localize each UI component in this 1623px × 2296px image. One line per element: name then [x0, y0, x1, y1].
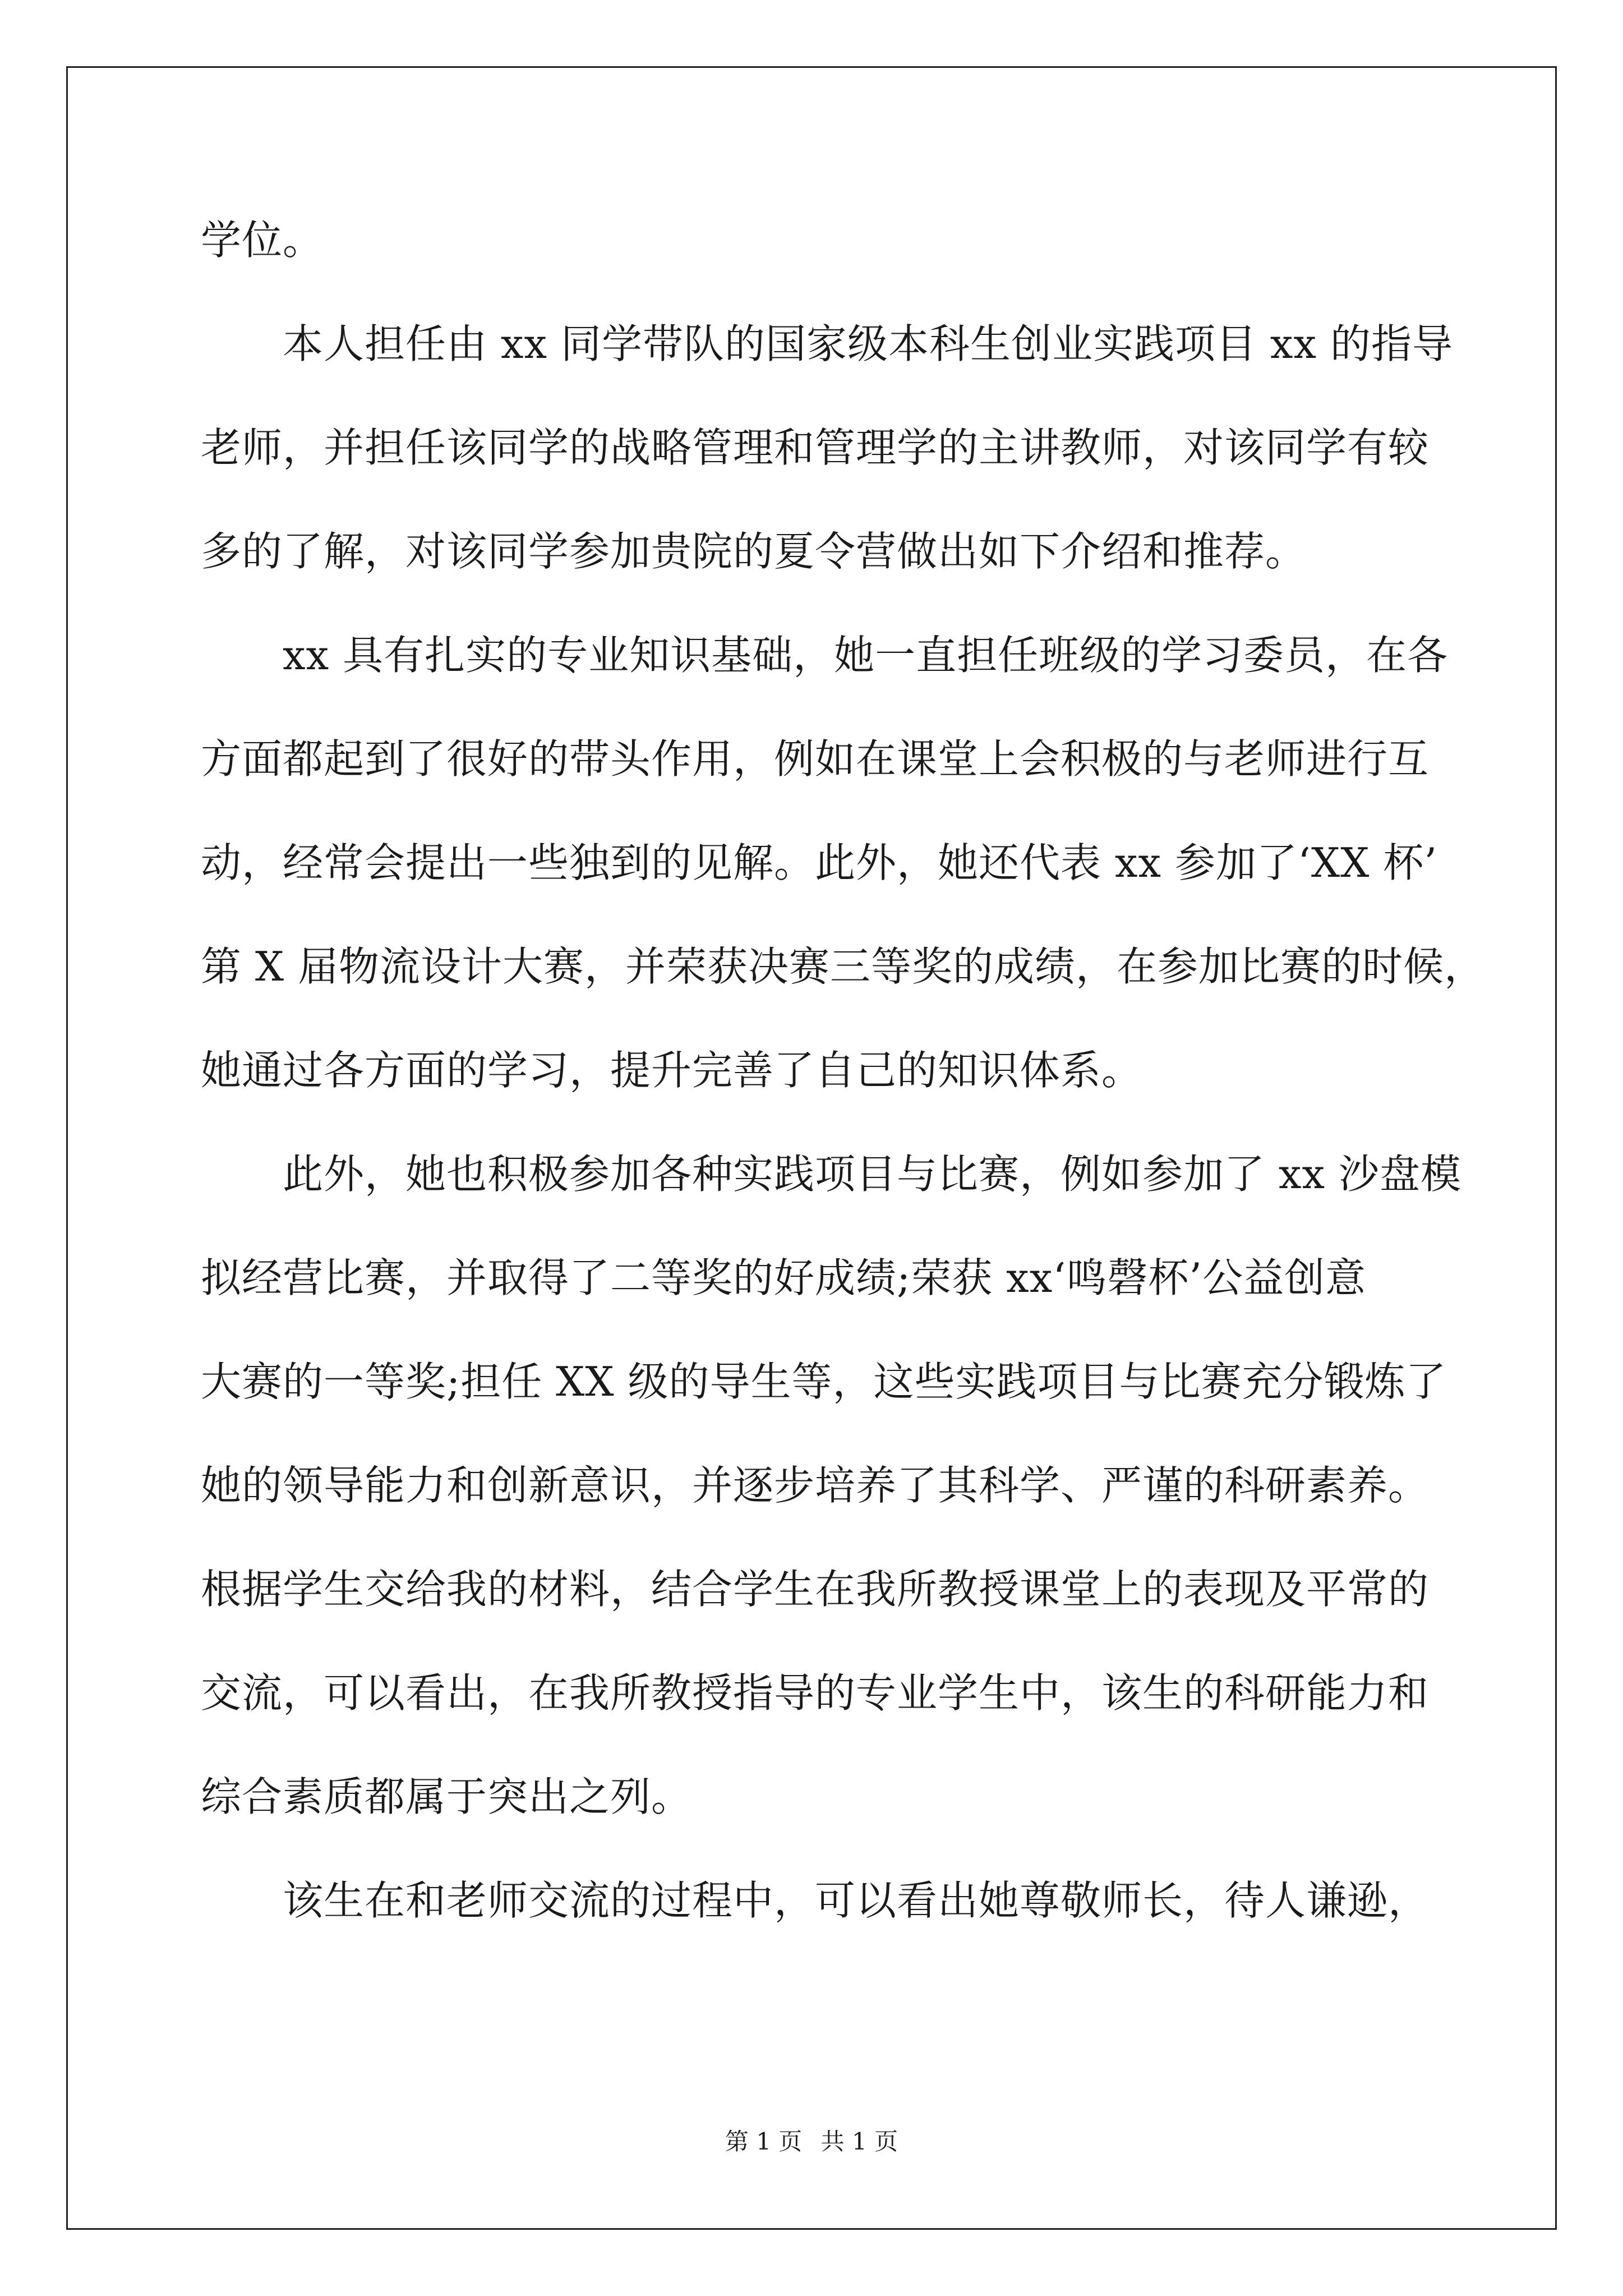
text-line: 此外，她也积极参加各种实践项目与比赛，例如参加了 xx 沙盘模: [283, 1151, 1461, 1198]
page-number-total: 共 1 页: [820, 2128, 898, 2155]
text-line: 交流，可以看出，在我所教授指导的专业学生中，该生的科研能力和: [201, 1669, 1430, 1717]
text-line: 大赛的一等奖;担任 XX 级的导生等，这些实践项目与比赛充分锻炼了: [201, 1358, 1447, 1405]
text-line: 拟经营比赛，并取得了二等奖的好成绩;荣获 xx‘鸣磬杯’公益创意: [201, 1254, 1367, 1301]
text-line: 本人担任由 xx 同学带队的国家级本科生创业实践项目 xx 的指导: [283, 320, 1453, 367]
page-number-current: 第 1 页: [725, 2128, 803, 2155]
text-line: 多的了解，对该同学参加贵院的夏令营做出如下介绍和推荐。: [201, 528, 1307, 575]
text-line: 综合素质都属于突出之列。: [201, 1773, 693, 1820]
text-line: 她通过各方面的学习，提升完善了自己的知识体系。: [201, 1047, 1143, 1094]
page-footer: [0, 2125, 1623, 2159]
text-line: 第 X 届物流设计大赛，并荣获决赛三等奖的成绩，在参加比赛的时候，: [201, 943, 1486, 990]
text-line: 根据学生交给我的材料，结合学生在我所教授课堂上的表现及平常的: [201, 1566, 1430, 1613]
text-line: 她的领导能力和创新意识，并逐步培养了其科学、严谨的科研素养。: [201, 1462, 1430, 1509]
text-line: 学位。: [201, 217, 324, 264]
text-line: 动，经常会提出一些独到的见解。此外，她还代表 xx 参加了‘XX 杯’: [201, 839, 1438, 886]
text-line: xx 具有扎实的专业知识基础，她一直担任班级的学习委员，在各: [283, 632, 1449, 679]
text-line: 方面都起到了很好的带头作用，例如在课堂上会积极的与老师进行互: [201, 735, 1430, 783]
text-line: 老师，并担任该同学的战略管理和管理学的主讲教师，对该同学有较: [201, 424, 1430, 471]
text-line: 该生在和老师交流的过程中，可以看出她尊敬师长，待人谦逊，: [283, 1877, 1430, 1924]
